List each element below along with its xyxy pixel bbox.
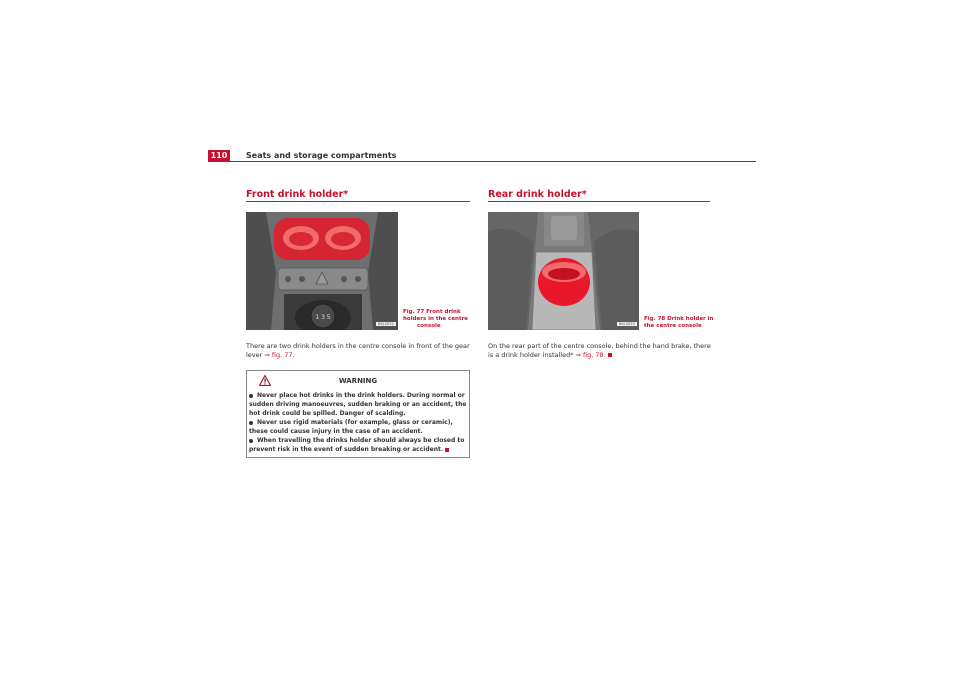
figure-code: B6J-0033 <box>619 322 635 326</box>
bullet-icon <box>249 394 253 398</box>
paragraph-end: . <box>292 351 295 359</box>
figure-reference-link[interactable]: ⇒ fig. 78 <box>575 351 604 359</box>
warning-item <box>249 436 469 454</box>
chapter-title: Seats and storage compartments <box>246 151 397 160</box>
page-number: 110 <box>208 150 230 162</box>
end-mark-icon <box>608 353 612 357</box>
rear-drink-holder-title: Rear drink holder* <box>488 189 587 200</box>
caption-line: holders in the centre <box>403 316 469 322</box>
warning-item <box>249 391 469 418</box>
warning-header <box>253 375 463 389</box>
figure-code: B6J-0032 <box>378 322 394 326</box>
warning-item-text: When travelling the drinks holder should always be closed to prevent risk in the event of sudden breaking or accident. <box>249 437 465 453</box>
end-mark-icon <box>445 448 449 452</box>
warning-list <box>249 391 469 454</box>
paragraph-end: . <box>603 351 606 359</box>
figure-78-rear-drink-holder <box>488 212 639 330</box>
figure-reference-link[interactable]: ⇒ fig. 77 <box>264 351 293 359</box>
right-section-rule <box>488 201 710 202</box>
svg-text:1 3 5: 1 3 5 <box>315 314 331 321</box>
warning-label: WARNING <box>338 377 378 385</box>
rear-holder-paragraph <box>488 342 714 360</box>
caption-line: the centre console <box>644 323 702 329</box>
caption-line: Fig. 77 Front drink <box>403 309 461 315</box>
left-section-rule <box>246 201 470 202</box>
console-illustration <box>246 212 398 330</box>
figure-78-caption <box>644 316 713 330</box>
front-drink-holder-title: Front drink holder* <box>246 189 349 200</box>
bullet-icon <box>249 421 253 425</box>
warning-item-text: Never place hot drinks in the drink holders. During normal or sudden driving manoeuvres, sudden braking or an accident, the hot drink could be spilled. Danger of scalding. <box>249 392 467 417</box>
bullet-icon <box>249 439 253 443</box>
rear-console-illustration <box>488 212 639 330</box>
header-rule <box>208 161 756 162</box>
warning-item <box>249 418 469 436</box>
caption-line: Fig. 78 Drink holder in <box>644 316 714 322</box>
figure-77-caption <box>403 309 468 330</box>
paragraph-text: On the rear part of the centre console, behind the hand brake, there is a drink holder installed* <box>488 342 711 359</box>
warning-box <box>246 370 470 458</box>
figure-77-front-drink-holders <box>246 212 398 330</box>
warning-item-text: Never use rigid materials (for example, glass or ceramic), these could cause injury in the case of an accident. <box>249 419 453 435</box>
front-holder-paragraph <box>246 342 470 360</box>
paragraph-text: There are two drink holders in the centre console in front of the gear lever <box>246 342 470 359</box>
page-header <box>208 150 756 162</box>
caption-line: console <box>417 323 441 329</box>
